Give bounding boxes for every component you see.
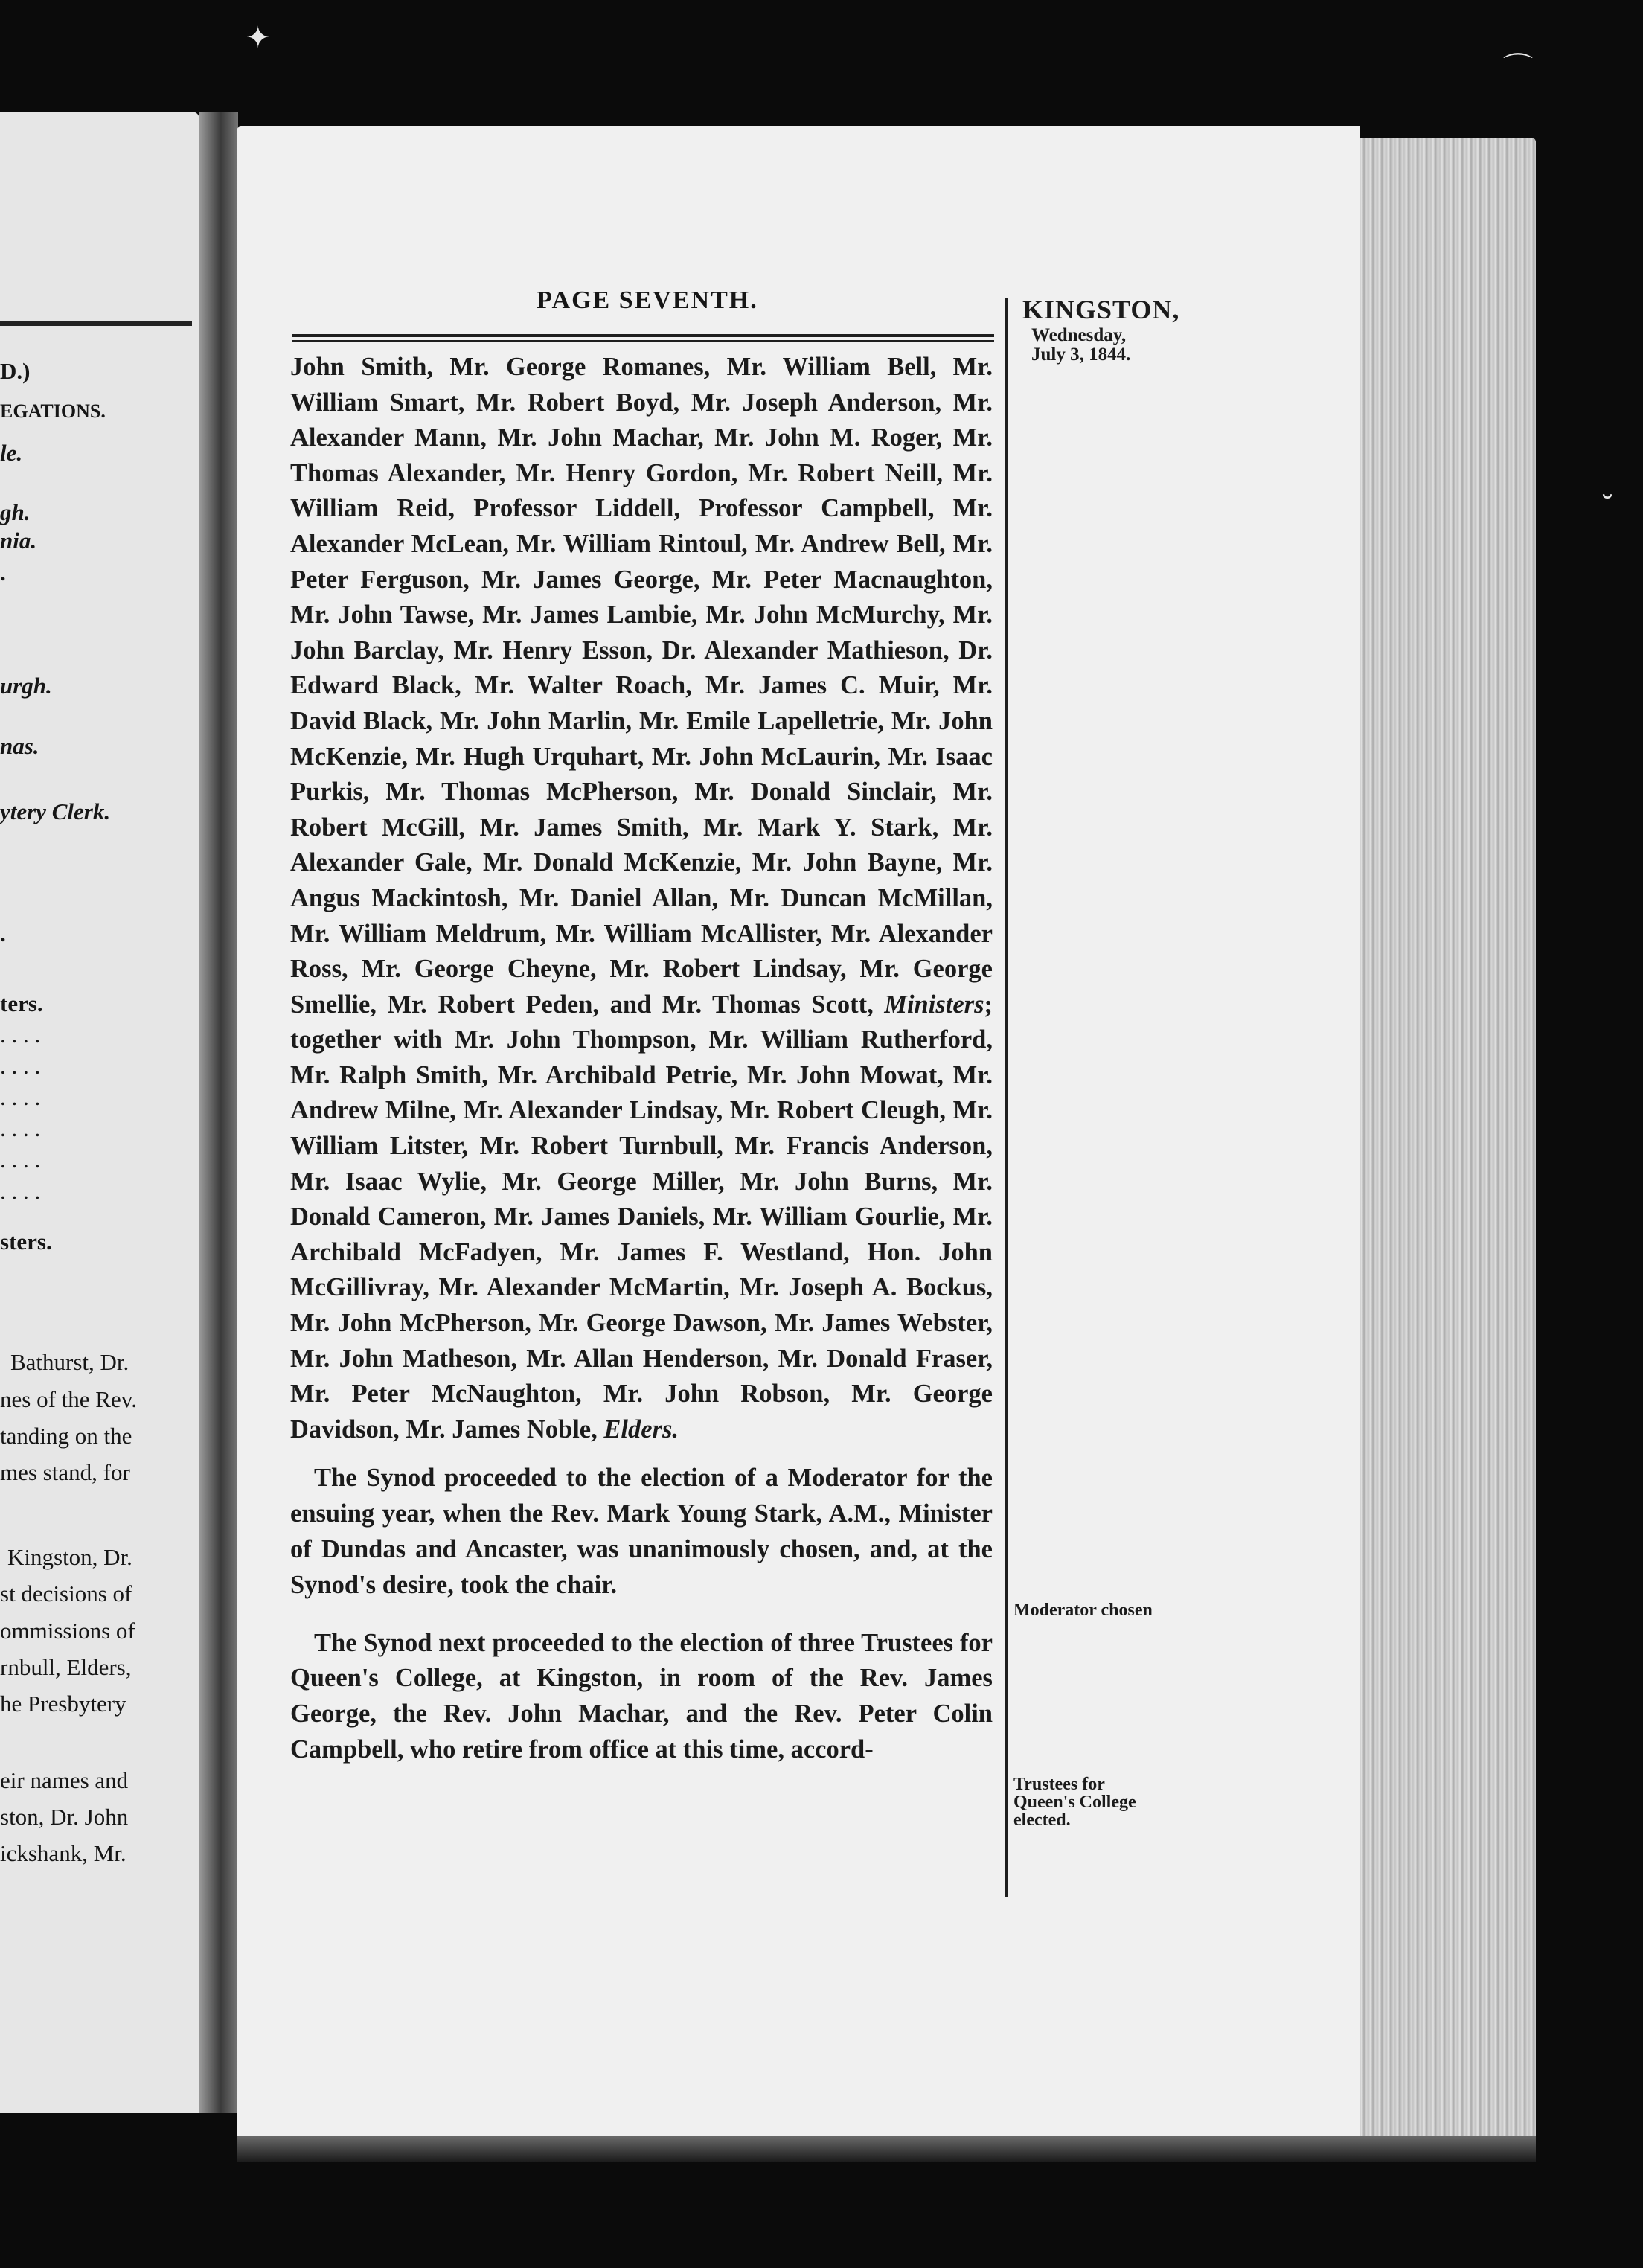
ministers-list: John Smith, Mr. George Romanes, Mr. William Bell, Mr. William Smart, Mr. Robert Boyd, Mr. Joseph Anderson, Mr. Alexander Mann, Mr. John Machar, Mr. John M. Roger, Mr. Thomas Alexander, Mr. Henry Gordon, Mr. Robert Neill, Mr. William Reid, Professor Liddell, Professor Campbell, Mr. Alexander McLean, Mr. William Rintoul, Mr. Andrew Bell, Mr. Peter Ferguson, Mr. James George, Mr. Peter Macnaughton, Mr. John Tawse, Mr. James Lambie, Mr. John McMurchy, Mr. John Barclay, Mr. Henry Esson, Dr. Alexander Mathieson, Dr. Edward Black, Mr. Walter Roach, Mr. James C. Muir, Mr. David Black, Mr. John Marlin, Mr. Emile Lapelletrie, Mr. John McKenzie, Mr. Hugh Urquhart, Mr. John McLaurin, Mr. Isaac Purkis, Mr. Thomas McPherson, Mr. Donald Sinclair, Mr. Robert McGill, Mr. James Smith, Mr. Mark Y. Stark, Mr. Alexander Gale, Mr. Donald McKenzie, Mr. John Bayne, Mr. Angus Mackintosh, Mr. Daniel Allan, Mr. Duncan McMillan, Mr. William Meldrum, Mr. William McAllister, Mr. Alexander Ross, Mr. George Cheyne, Mr. Robert Lindsay, Mr. George Smellie, Mr. Robert Peden, and Mr. Thomas Scott,	[290, 353, 993, 1019]
book-bottom-edge	[237, 2136, 1536, 2162]
left-fragment: EGATIONS.	[0, 400, 106, 422]
leader-dots: . . . .	[0, 1084, 41, 1110]
left-fragment: D.)	[0, 358, 31, 384]
left-fragment: ytery Clerk.	[0, 798, 111, 824]
margin-note-line: elected.	[1013, 1810, 1071, 1830]
left-fragment: nas.	[0, 733, 39, 759]
left-fragment: Kingston, Dr.	[7, 1544, 132, 1570]
left-fragment: tanding on the	[0, 1423, 132, 1449]
running-head-place: KINGSTON,	[1022, 295, 1180, 324]
left-fragment: sters.	[0, 1228, 52, 1255]
left-fragment: ickshank, Mr.	[0, 1840, 126, 1866]
left-fragment: urgh.	[0, 673, 52, 699]
left-fragment-dot: .	[0, 560, 6, 586]
left-fragment: Bathurst, Dr.	[10, 1349, 129, 1375]
left-fragment: ston, Dr. John	[0, 1804, 129, 1830]
left-fragment-dot: .	[0, 920, 6, 946]
header-rule	[292, 334, 994, 337]
column-rule	[1005, 298, 1008, 1897]
elders-label: Elders.	[603, 1415, 679, 1444]
leader-dots: . . . .	[0, 1178, 41, 1204]
trustees-paragraph: The Synod next proceeded to the election of three Trustees for Queen's College, at Kingston, in room of the Rev. James George, the Rev. John Machar, and the Rev. Peter Colin Campbell, who retire from office at this time, accord-	[290, 1628, 993, 1764]
running-head-full-date: July 3, 1844.	[1031, 345, 1131, 365]
page-edges	[1348, 138, 1536, 2162]
margin-note-trustees	[1013, 1775, 1136, 1829]
margin-note-moderator: Moderator chosen	[1013, 1601, 1153, 1620]
left-fragment: eir names and	[0, 1767, 129, 1793]
attendance-list	[290, 350, 993, 1447]
running-head-date	[1031, 326, 1130, 365]
left-fragment: ommissions of	[0, 1618, 135, 1644]
left-fragment: gh.	[0, 499, 31, 525]
elders-list: ; together with Mr. John Thompson, Mr. William Rutherford, Mr. Ralph Smith, Mr. Archibald Petrie, Mr. John Mowat, Mr. Andrew Milne, Mr. Alexander Lindsay, Mr. Robert Cleugh, Mr. William Litster, Mr. Robert Turnbull, Mr. Francis Anderson, Mr. Isaac Wylie, Mr. George Miller, Mr. John Burns, Mr. Donald Cameron, Mr. James Daniels, Mr. William Gourlie, Mr. Archibald McFadyen, Mr. James F. Westland, Hon. John McGillivray, Mr. Alexander McMartin, Mr. Joseph A. Bockus, Mr. John McPherson, Mr. George Dawson, Mr. James Webster, Mr. John Matheson, Mr. Allan Henderson, Mr. Donald Fraser, Mr. Peter McNaughton, Mr. John Robson, Mr. George Davidson, Mr. James Noble,	[290, 990, 993, 1444]
moderator-paragraph: The Synod proceeded to the election of a Moderator for the ensuing year, when the Rev. Mark Young Stark, A.M., Minister of Dundas and Ancaster, was unanimously chosen, and, at the Synod's desire, took the chair.	[290, 1464, 993, 1599]
left-fragment: rnbull, Elders,	[0, 1654, 132, 1680]
margin-note-line: Queen's College	[1013, 1793, 1136, 1812]
left-fragment: he Presbytery	[0, 1691, 126, 1717]
leader-dots: . . . .	[0, 1022, 41, 1048]
leader-dots: . . . .	[0, 1147, 41, 1173]
left-fragment: st decisions of	[0, 1580, 132, 1606]
running-head-day: Wednesday,	[1031, 325, 1127, 345]
left-fragment: mes stand, for	[0, 1459, 130, 1485]
scan-speck: ˘	[1600, 491, 1615, 525]
left-fragment: ters.	[0, 990, 43, 1016]
left-fragment: nia.	[0, 528, 37, 554]
page-title: PAGE SEVENTH.	[537, 286, 758, 314]
scan-speck: ✦	[246, 21, 271, 55]
ministers-label: Ministers	[884, 990, 984, 1019]
left-fragment: le.	[0, 440, 23, 466]
book-gutter	[199, 112, 238, 2113]
left-page-rule	[0, 321, 192, 326]
margin-note-line: Trustees for	[1013, 1775, 1105, 1794]
header-rule	[292, 340, 994, 342]
leader-dots: . . . .	[0, 1053, 41, 1079]
scan-speck: ⌒	[1503, 51, 1533, 86]
minutes-body	[290, 350, 993, 1768]
leader-dots: . . . .	[0, 1115, 41, 1141]
left-fragment: nes of the Rev.	[0, 1386, 137, 1412]
